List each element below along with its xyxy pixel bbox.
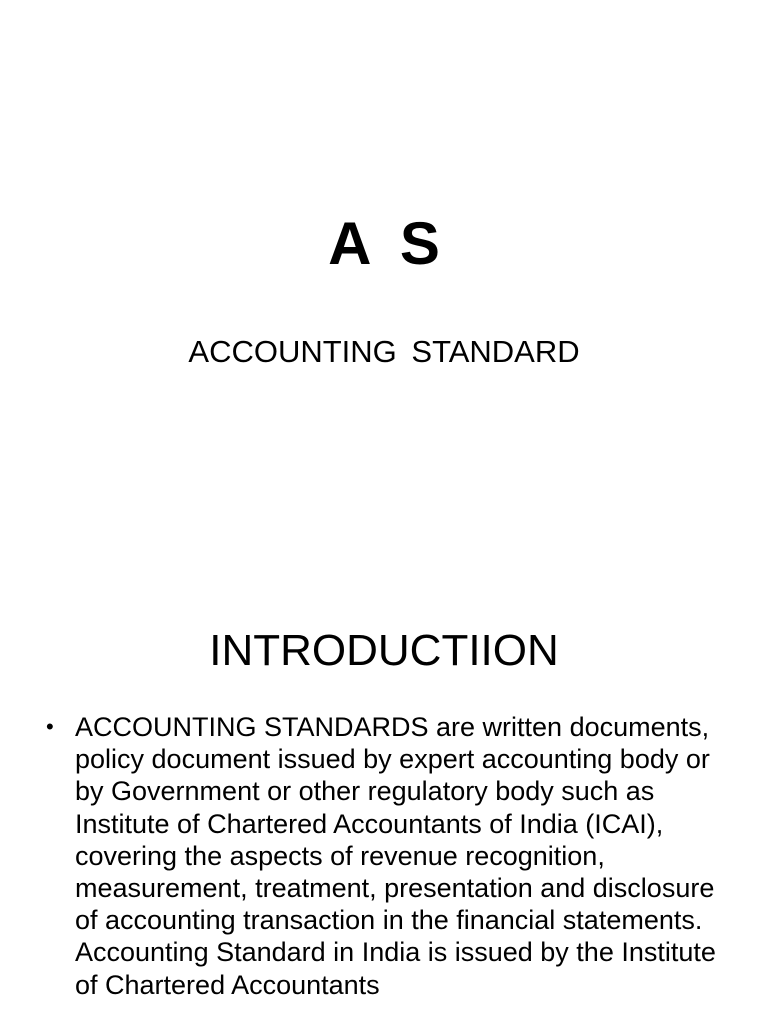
slide-subtitle: ACCOUNTING STANDARD xyxy=(188,334,580,369)
bullet-icon: • xyxy=(46,714,54,739)
introduction-heading: INTRODUCTIION xyxy=(209,626,559,675)
slide-title: A S xyxy=(328,210,440,277)
list-item xyxy=(0,711,768,1001)
bullet-text: ACCOUNTING STANDARDS are written documents, policy document issued by expert accounting body or by Government or other regulatory body such as Institute of Chartered Accountants of India (ICAI), covering the aspects of revenue recognition, measurement, treatment, presentation and disclosure of accounting transaction in the financial statements. Accounting Standard in India is issued by the Institute of Chartered Accountants xyxy=(75,712,716,1000)
bullet-list xyxy=(0,711,768,1001)
introduction-slide xyxy=(0,512,768,1024)
